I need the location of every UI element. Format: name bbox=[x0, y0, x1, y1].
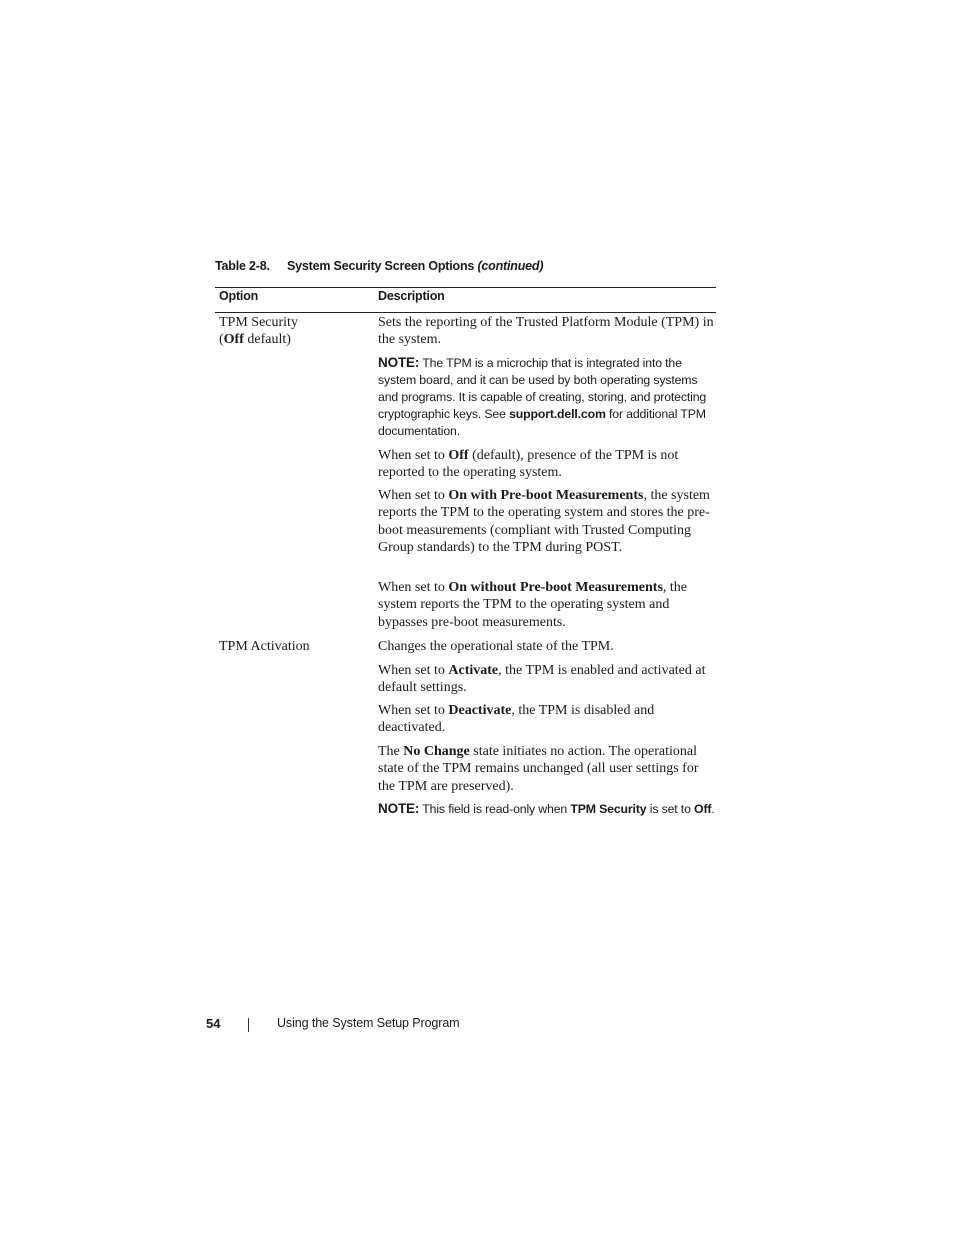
footer-chapter-title: Using the System Setup Program bbox=[277, 1016, 460, 1030]
footer-separator bbox=[248, 1018, 249, 1032]
note-label: NOTE: bbox=[378, 801, 420, 816]
description-paragraph: When set to On without Pre-boot Measurements, the system reports the TPM to the operating system and bypasses pre-boot measurements. bbox=[378, 580, 688, 630]
option-default: (Off default) bbox=[219, 332, 291, 347]
description-paragraph: When set to Deactivate, the TPM is disabled and deactivated. bbox=[378, 703, 655, 736]
description-paragraph: Changes the operational state of the TPM. bbox=[378, 639, 614, 654]
description-paragraph: The No Change state initiates no action. The operational state of the TPM remains unchanged (all user settings for the TPM are preserved). bbox=[378, 744, 699, 794]
page-number: 54 bbox=[206, 1016, 221, 1031]
description-paragraph: When set to Activate, the TPM is enabled and activated at default settings. bbox=[378, 663, 706, 696]
table-title: System Security Screen Options bbox=[287, 259, 475, 273]
table-caption bbox=[215, 259, 543, 273]
table-continued: (continued) bbox=[477, 259, 544, 273]
column-header-description: Description bbox=[378, 289, 445, 303]
option-cell-tpm-security bbox=[219, 314, 369, 348]
description-paragraph: When set to On with Pre-boot Measurements, the system reports the TPM to the operating system and stores the pre-boot measurements (compliant with Trusted Computing Group standards) to the TPM during POST. bbox=[378, 488, 710, 555]
description-paragraph: Sets the reporting of the Trusted Platform Module (TPM) in the system. bbox=[378, 315, 714, 348]
table-number: Table 2-8. bbox=[215, 259, 270, 273]
table-header-top-rule bbox=[215, 287, 716, 288]
table-header-bottom-rule bbox=[215, 312, 716, 313]
note-paragraph: NOTE: This field is read-only when TPM Security is set to Off. bbox=[378, 801, 715, 816]
option-label: TPM Security bbox=[219, 315, 298, 330]
description-paragraph: When set to Off (default), presence of the TPM is not reported to the operating system. bbox=[378, 448, 679, 481]
note-label: NOTE: bbox=[378, 355, 420, 370]
option-label: TPM Activation bbox=[219, 639, 310, 654]
column-header-option: Option bbox=[219, 289, 259, 303]
note-paragraph: NOTE: The TPM is a microchip that is integrated into the system board, and it can be used by both operating systems and programs. It is capable of creating, storing, and protecting cryptographic keys. See support.dell.com for additional TPM documentation. bbox=[378, 355, 707, 438]
option-cell-tpm-activation bbox=[219, 638, 369, 655]
